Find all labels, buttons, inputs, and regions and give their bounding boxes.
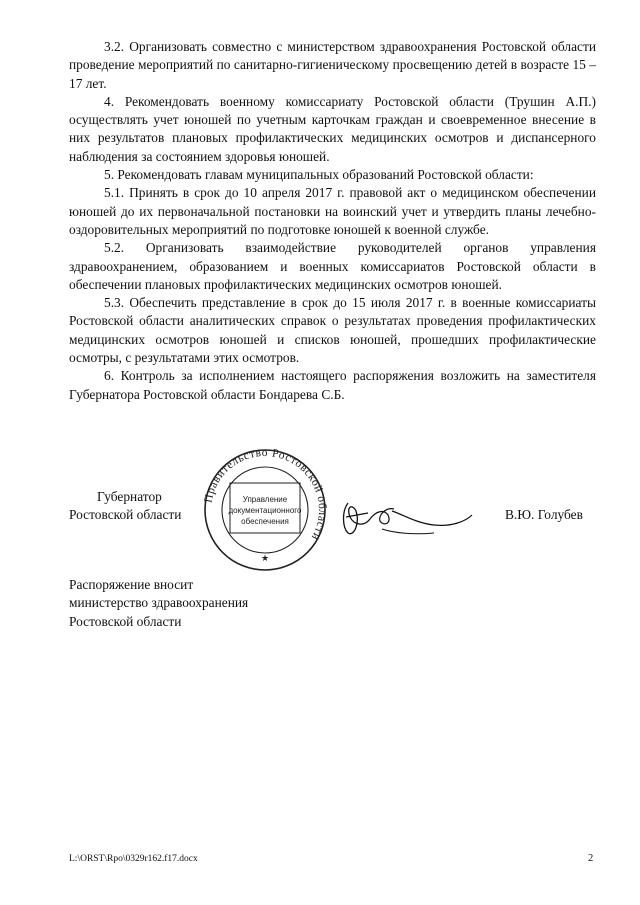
paragraph-4: 4. Рекомендовать военному комиссариату Ростовской области (Трушин А.П.) осуществлять учет юношей по учетным карточкам граждан и своевременное внесение в них результатов плановых профилактических медицинских осмотров и диспансерного наблюдения за состоянием здоровья юношей.: [69, 93, 596, 164]
paragraph-5-3: 5.3. Обеспечить представление в срок до 15 июля 2017 г. в военные комиссариаты Ростовской области аналитических справок о результатах проведения профилактических медицинских осмотров юношей и списков юношей, прошедших профилактические осмотры, с результатами этих осмотров.: [69, 295, 596, 366]
prepared-by-line1: Распоряжение вносит: [69, 577, 194, 592]
seal-star-icon: ★: [260, 553, 270, 563]
seal-inner-line3: обеспечения: [241, 517, 289, 526]
paragraph-5-1: 5.1. Принять в срок до 10 апреля 2017 г. правовой акт о медицинском обеспечении юношей до их первоначальной постановки на воинский учет и утвердить планы лечебно-оздоровительных мероприятий по подготовке юношей к военной службе.: [69, 185, 596, 237]
handwritten-signature: [334, 493, 474, 541]
page-number: 2: [588, 853, 594, 864]
official-seal: [200, 447, 330, 572]
seal-inner-line1: Управление: [242, 495, 288, 504]
paragraph-6: 6. Контроль за исполнением настоящего распоряжения возложить на заместителя Губернатора Ростовской области Бондарева С.Б.: [69, 368, 596, 402]
footer-file-path: L:\ORST\Rpo\0329r162.f17.docx: [69, 854, 198, 864]
signer-title-line2: Ростовской области: [69, 507, 182, 523]
prepared-by: [69, 576, 248, 631]
paragraph-3-2: 3.2. Организовать совместно с министерством здравоохранения Ростовской области проведение мероприятий по санитарно-гигиеническому просвещению детей в возрасте 15 – 17 лет.: [69, 39, 596, 91]
seal-ring-text: Правительство Ростовской области: [202, 447, 329, 543]
signer-name: В.Ю. Голубев: [505, 507, 583, 522]
seal-inner-line2: документационного: [228, 506, 302, 515]
signer-title: [69, 488, 181, 525]
signer-title-line1: Губернатор: [97, 489, 162, 504]
prepared-by-line2: министерство здравоохранения: [69, 595, 249, 611]
paragraph-5-2: 5.2. Организовать взаимодействие руководителей органов управления здравоохранением, образованием и военных комиссариатов Ростовской области в обеспечении плановых профилактических медицинских осмотров юношей.: [69, 240, 596, 292]
prepared-by-line3: Ростовской области: [69, 613, 182, 629]
paragraph-5: 5. Рекомендовать главам муниципальных образований Ростовской области:: [104, 167, 534, 183]
